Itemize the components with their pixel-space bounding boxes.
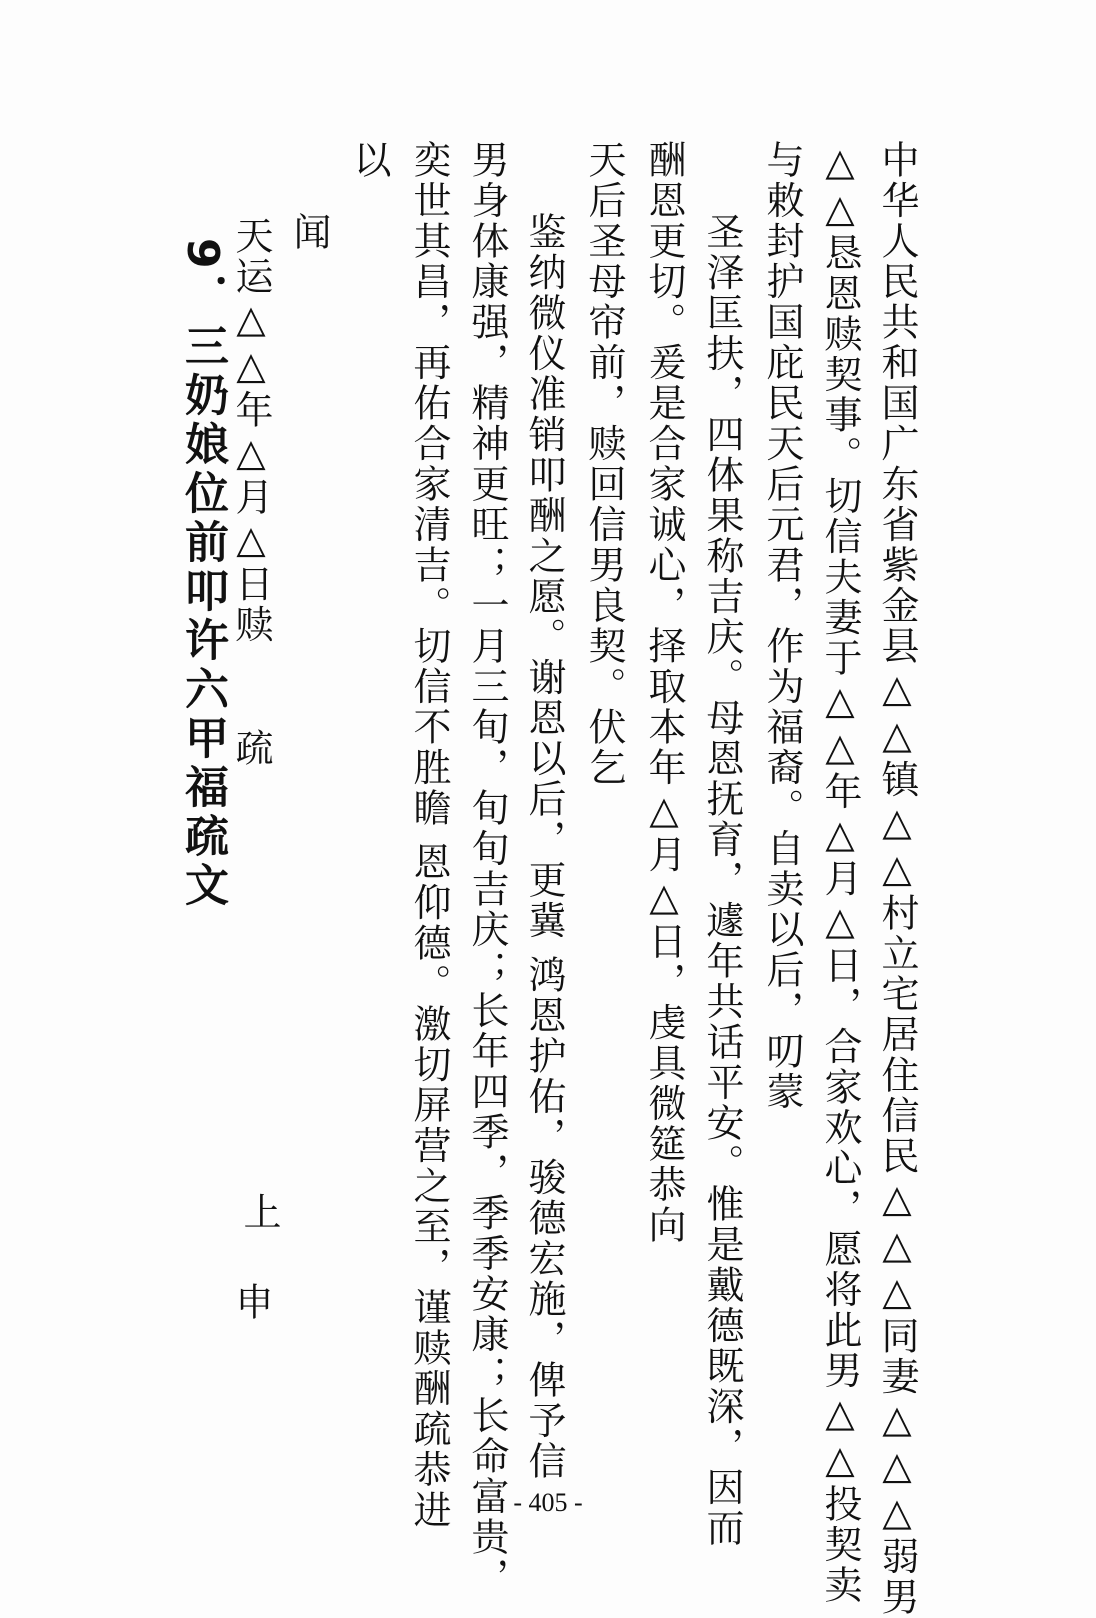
date-line: 天运△△年△月△日赎 — [229, 216, 273, 645]
text-column: 申 — [229, 1282, 273, 1323]
text-column: 与敕封护国庇民天后元君，作为福裔。自卖以后，叨蒙 — [760, 140, 804, 1112]
text-column: 鉴纳微仪准销叩酬之愿。谢恩以后，更冀 — [522, 212, 566, 941]
text-column: 酬恩更切。爰是合家诚心，择取本年△月△日，虔具微筵恭向 — [642, 140, 686, 1246]
page-number: - 405 - — [513, 1488, 583, 1517]
text-column: △△恳恩赎契事。切信夫妻于△△年△月△日，合家欢心，愿将此男△△投契卖 — [818, 140, 862, 1606]
text-column: 中华人民共和国广东省紫金县△△镇△△村立宅居住信民△△△同妻△△△弱男 — [875, 140, 919, 1618]
text-column: 上 — [237, 1192, 281, 1233]
text-column: 奕世其昌，再佑合家清吉。切信不胜瞻 — [407, 140, 451, 829]
text-column: 恩仰德。激切屏营之至，谨赎酬疏恭进 — [407, 842, 451, 1531]
text-column: 闻 — [287, 212, 331, 253]
text-column: 圣泽匡扶，四体果称吉庆。母恩抚育，遽年共话平安。惟是戴德既深，因而 — [700, 212, 744, 1549]
text-column: 以 — [347, 140, 391, 181]
document-title: 9．三奶娘位前叩许六甲福疏文 — [177, 238, 228, 911]
text-column: 鸿恩护佑，骏德宏施，俾予信 — [522, 955, 566, 1482]
text-column: 疏 — [229, 728, 273, 769]
text-column: 男身体康强，精神更旺；一月三旬，旬旬吉庆；长年四季，季季安康；长命富贵， — [465, 140, 509, 1598]
text-column: 天后圣母帘前，赎回信男良契。伏乞 — [582, 140, 626, 788]
